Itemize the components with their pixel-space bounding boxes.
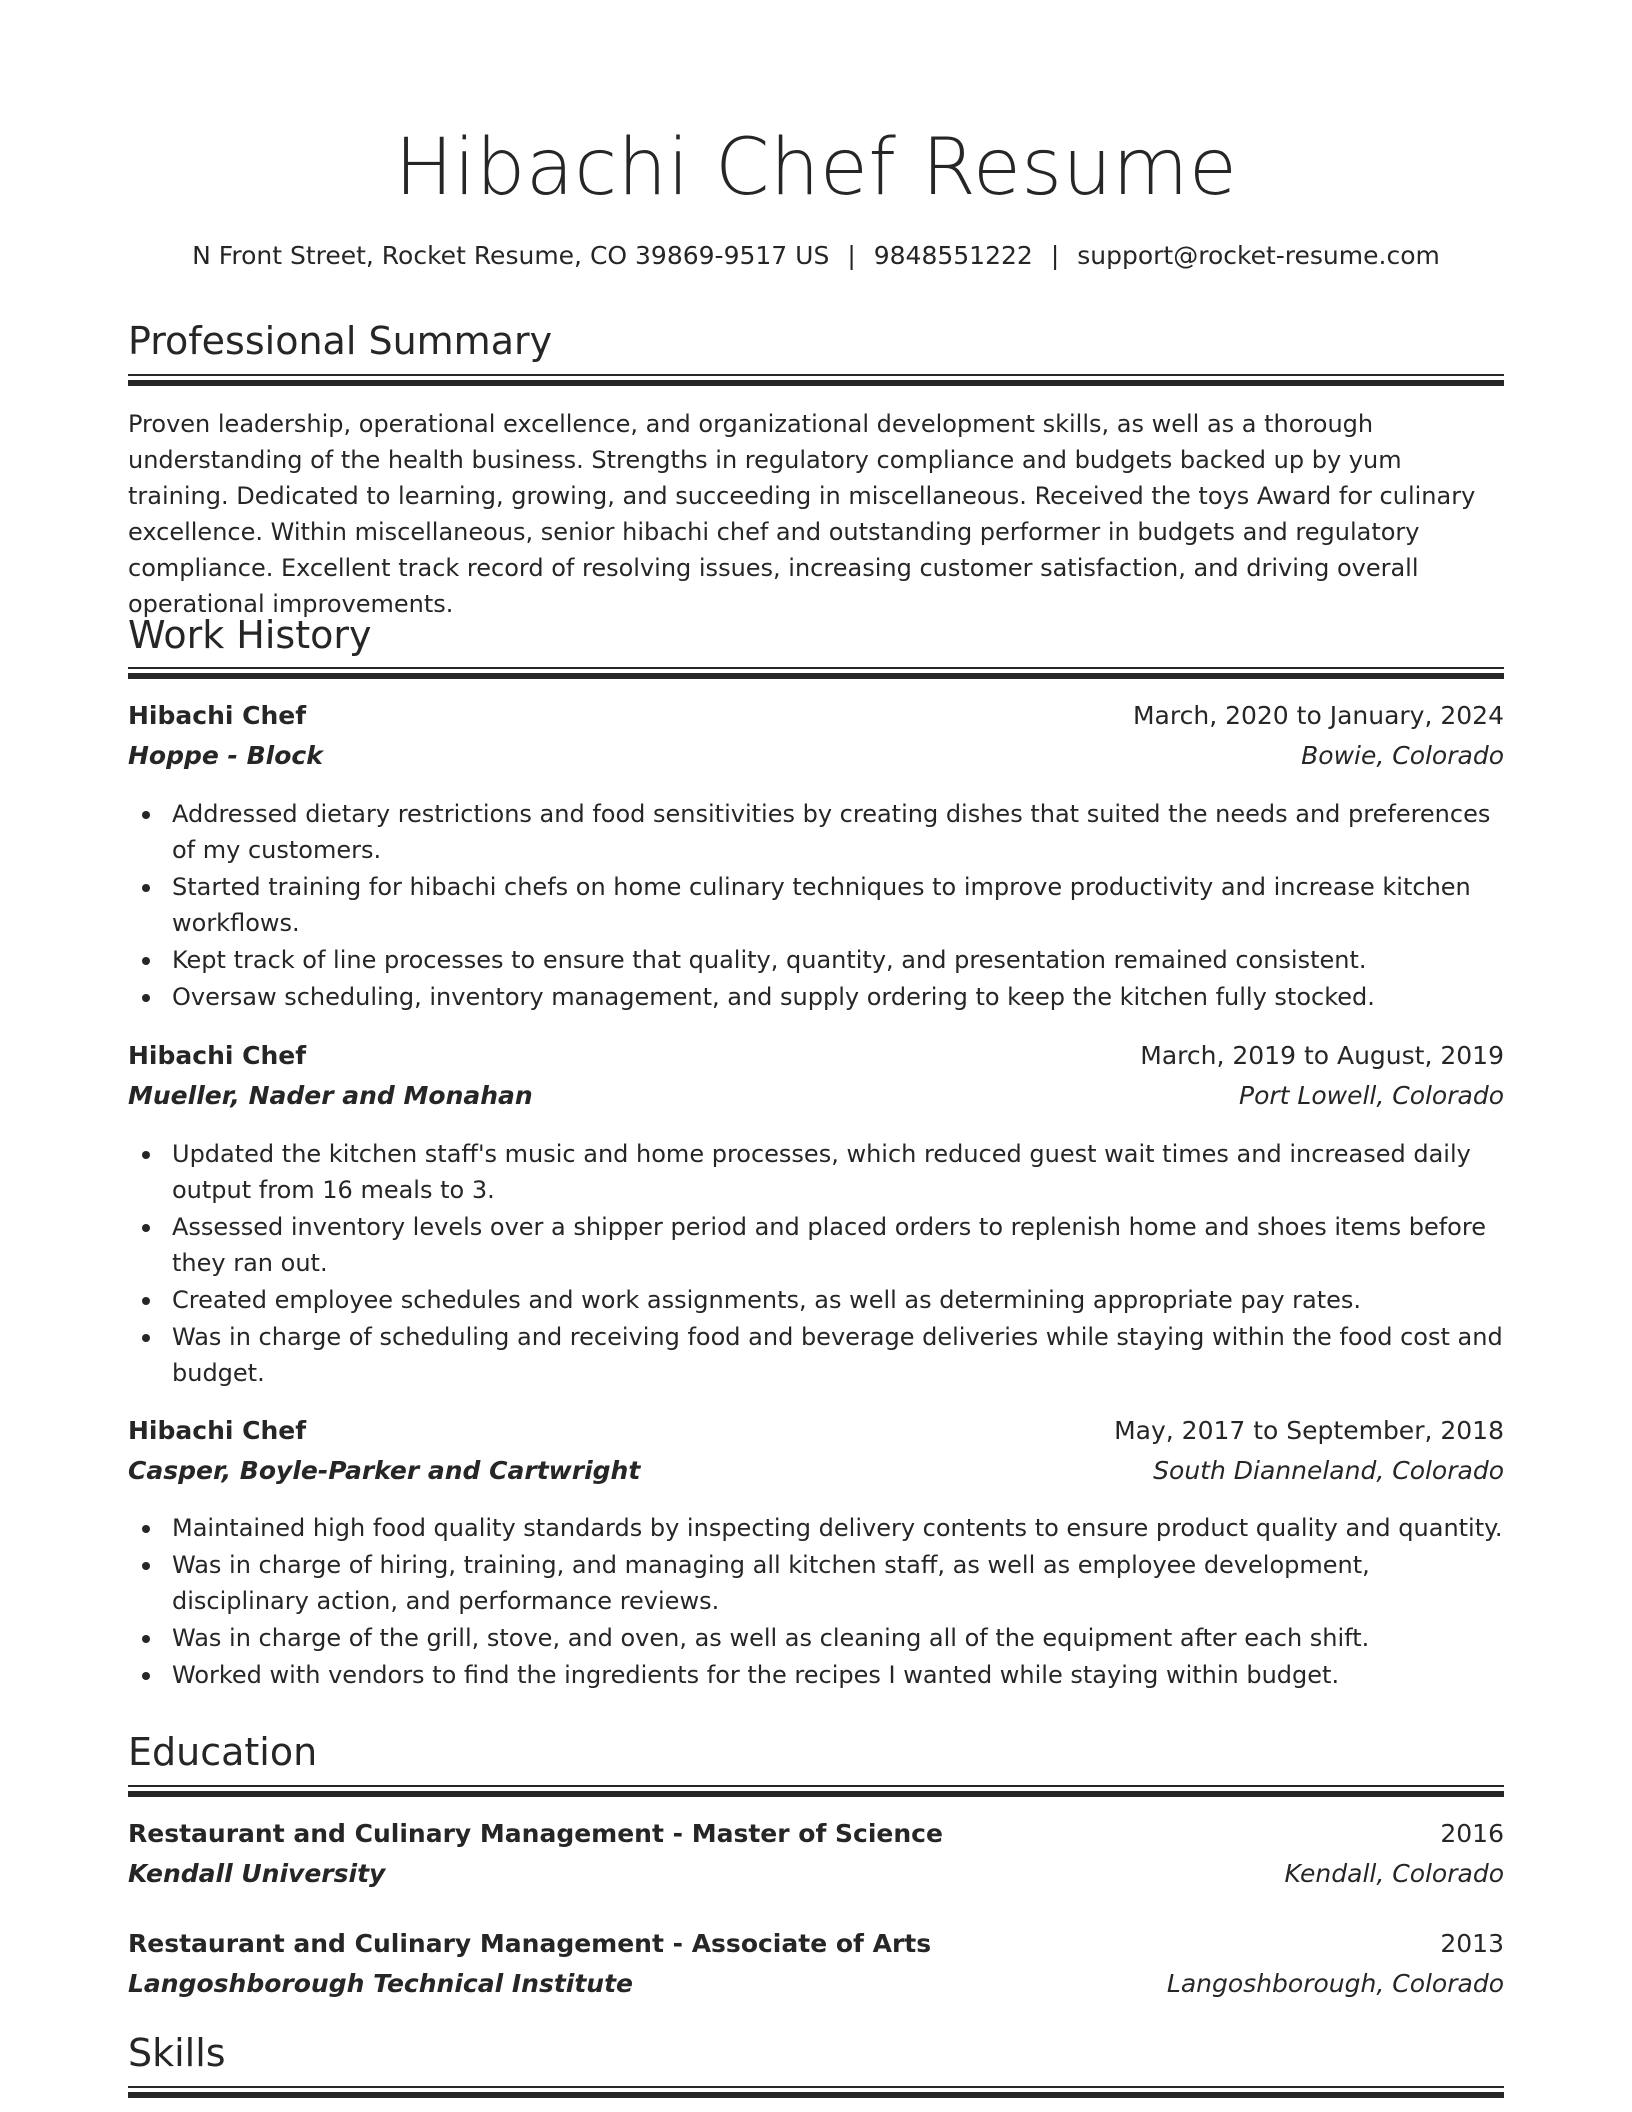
list-item: Maintained high food quality standards by inspecting delivery contents to ensure product quality and quantity. xyxy=(128,1510,1504,1546)
list-item: Kept track of line processes to ensure that quality, quantity, and presentation remained consistent. xyxy=(128,942,1504,978)
section-divider xyxy=(128,1785,1504,1797)
degree-title: Restaurant and Culinary Management - Master of Science xyxy=(128,1819,943,1848)
education-header xyxy=(128,1925,1504,1963)
job-company-row xyxy=(128,1077,1504,1115)
bullet-icon xyxy=(142,1224,150,1232)
contact-separator: | xyxy=(1050,241,1060,270)
school-name: Langoshborough Technical Institute xyxy=(128,1969,634,1998)
section-divider xyxy=(128,667,1504,679)
list-item: Was in charge of hiring, training, and managing all kitchen staff, as well as employee development, disciplinary action, and performance reviews. xyxy=(128,1547,1504,1619)
section-title-skills: Skills xyxy=(128,2031,226,2075)
school-location: Langoshborough, Colorado xyxy=(1166,1969,1504,1998)
degree-year: 2016 xyxy=(1440,1819,1504,1848)
section-title-work-history: Work History xyxy=(128,613,372,657)
school-name: Kendall University xyxy=(128,1859,386,1888)
job-title: Hibachi Chef xyxy=(128,701,307,730)
list-item: Created employee schedules and work assignments, as well as determining appropriate pay rates. xyxy=(128,1282,1504,1318)
contact-line xyxy=(128,238,1504,274)
summary-paragraph: Proven leadership, operational excellence, and organizational development skills, as well as a thorough understanding of the health business. Strengths in regulatory compliance and budgets backed up by yum training. Dedicated to learning, growing, and succeeding in miscellaneous. Received the toys Award for culinary excellence. Within miscellaneous, senior hibachi chef and outstanding performer in budgets and regulatory compliance. Excellent track record of resolving issues, increasing customer satisfaction, and driving overall operational improvements. xyxy=(128,410,1476,618)
bullet-icon xyxy=(142,1672,150,1680)
job-company: Casper, Boyle-Parker and Cartwright xyxy=(128,1456,641,1485)
job-location: Port Lowell, Colorado xyxy=(1239,1081,1504,1110)
bullet-icon xyxy=(142,1525,150,1533)
job-header xyxy=(128,697,1504,735)
bullet-icon xyxy=(142,994,150,1002)
bullet-icon xyxy=(142,1151,150,1159)
job-company: Mueller, Nader and Monahan xyxy=(128,1081,533,1110)
job-title: Hibachi Chef xyxy=(128,1041,307,1070)
education-school-row xyxy=(128,1855,1504,1893)
job-company: Hoppe - Block xyxy=(128,741,323,770)
section-title-summary: Professional Summary xyxy=(128,319,553,363)
bullet-icon xyxy=(142,1562,150,1570)
job-company-row xyxy=(128,1452,1504,1490)
contact-separator: | xyxy=(847,241,856,270)
job-location: South Dianneland, Colorado xyxy=(1153,1456,1504,1485)
bullet-icon xyxy=(142,1334,150,1342)
contact-address: N Front Street, Rocket Resume, CO 39869-9517 US xyxy=(192,241,830,270)
list-item: Started training for hibachi chefs on home culinary techniques to improve productivity and increase kitchen workflows. xyxy=(128,869,1504,941)
job-company-row xyxy=(128,737,1504,775)
job-header xyxy=(128,1412,1504,1450)
job-bullets xyxy=(128,796,1504,1016)
education-header xyxy=(128,1815,1504,1853)
contact-phone: 9848551222 xyxy=(873,241,1033,270)
job-bullets xyxy=(128,1136,1504,1392)
resume-title: Hibachi Chef Resume xyxy=(394,123,1238,213)
job-header xyxy=(128,1037,1504,1075)
list-item: Oversaw scheduling, inventory management, and supply ordering to keep the kitchen fully stocked. xyxy=(128,979,1504,1015)
list-item: Updated the kitchen staff's music and home processes, which reduced guest wait times and increased daily output from 16 meals to 3. xyxy=(128,1136,1504,1208)
job-dates: March, 2020 to January, 2024 xyxy=(1132,701,1504,730)
education-school-row xyxy=(128,1965,1504,2003)
bullet-icon xyxy=(142,811,150,819)
list-item: Assessed inventory levels over a shipper period and placed orders to replenish home and shoes items before they ran out. xyxy=(128,1209,1504,1281)
job-location: Bowie, Colorado xyxy=(1301,741,1504,770)
job-dates: May, 2017 to September, 2018 xyxy=(1114,1416,1504,1445)
job-bullets xyxy=(128,1510,1504,1694)
bullet-icon xyxy=(142,957,150,965)
school-location: Kendall, Colorado xyxy=(1284,1859,1504,1888)
job-title: Hibachi Chef xyxy=(128,1416,307,1445)
bullet-icon xyxy=(142,1635,150,1643)
degree-year: 2013 xyxy=(1440,1929,1504,1958)
job-dates: March, 2019 to August, 2019 xyxy=(1140,1041,1504,1070)
section-title-education: Education xyxy=(128,1730,318,1774)
list-item: Was in charge of the grill, stove, and oven, as well as cleaning all of the equipment after each shift. xyxy=(128,1620,1504,1656)
contact-email: support@rocket-resume.com xyxy=(1077,241,1440,270)
list-item: Worked with vendors to find the ingredients for the recipes I wanted while staying within budget. xyxy=(128,1657,1504,1693)
section-divider xyxy=(128,2086,1504,2098)
bullet-icon xyxy=(142,1297,150,1305)
bullet-icon xyxy=(142,884,150,892)
list-item: Was in charge of scheduling and receiving food and beverage deliveries while staying within the food cost and budget. xyxy=(128,1319,1504,1391)
section-divider xyxy=(128,374,1504,386)
list-item: Addressed dietary restrictions and food sensitivities by creating dishes that suited the needs and preferences of my customers. xyxy=(128,796,1504,868)
degree-title: Restaurant and Culinary Management - Associate of Arts xyxy=(128,1929,932,1958)
